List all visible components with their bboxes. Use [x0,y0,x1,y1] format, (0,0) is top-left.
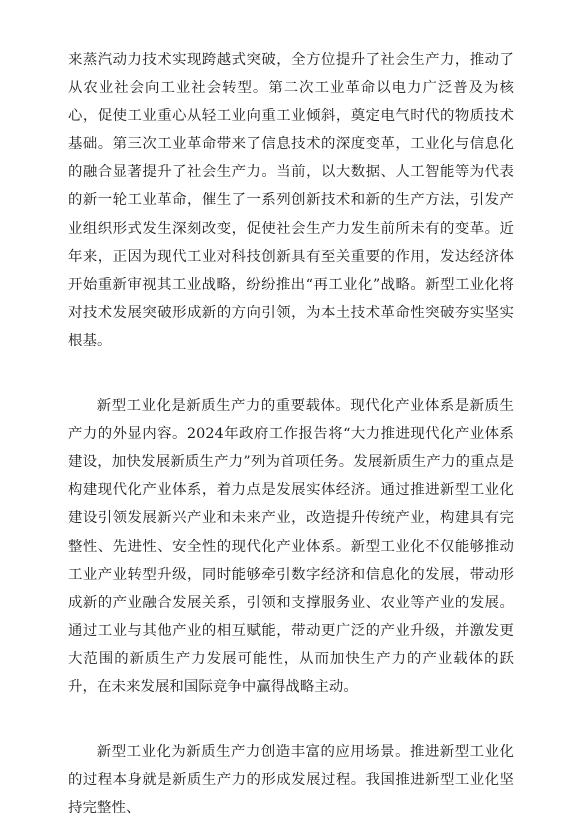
paragraph-industrial-carrier: 新型工业化是新质生产力的重要载体。现代化产业体系是新质生产力的外显内容。2024年政府工作报告将“大力推进现代化产业体系建设，加快发展新质生产力”列为首项任务。发展新质生产力的重点是构建现代化产业体系，着力点是发展实体经济。通过推进新型工业化建设引领发展新兴产业和未来产业，改造提升传统产业，构建具有完整性、先进性、安全性的现代化产业体系。新型工业化不仅能够推动工业产业转型升级，同时能够牵引数字经济和信息化的发展，带动形成新的产业融合发展关系，引领和支撑服务业、农业等产业的发展。通过工业与其他产业的相互赋能，带动更广泛的产业升级，并激发更大范围的新质生产力发展可能性，从而加快生产力的产业载体的跃升，在未来发展和国际竞争中赢得战略主动。 [68,398,514,695]
paragraph-application-scenarios: 新型工业化为新质生产力创造丰富的应用场景。推进新型工业化的过程本身就是新质生产力的形成发展过程。我国推进新型工业化坚持完整性、 [68,744,514,817]
paragraph-spacer [68,701,514,738]
paragraph-industrial-revolutions: 来蒸汽动力技术实现跨越式突破，全方位提升了社会生产力，推动了从农业社会向工业社会转型。第二次工业革命以电力广泛普及为核心，促使工业重心从轻工业向重工业倾斜，奠定电气时代的物质技术基础。第三次工业革命带来了信息技术的深度变革，工业化与信息化的融合显著提升了社会生产力。当前，以大数据、人工智能等为代表的新一轮工业革命，催生了一系列创新技术和新的生产方法，引发产业组织形式发生深刻改变，促使社会生产力发生前所未有的变革。近年来，正因为现代工业对科技创新具有至关重要的作用，发达经济体开始重新审视其工业战略，纷纷推出“再工业化”战略。新型工业化将对技术发展突破形成新的方向引领，为本土技术革命性突破夯实坚实根基。 [68,52,514,349]
document-page [68,46,514,822]
paragraph-spacer [68,355,514,392]
